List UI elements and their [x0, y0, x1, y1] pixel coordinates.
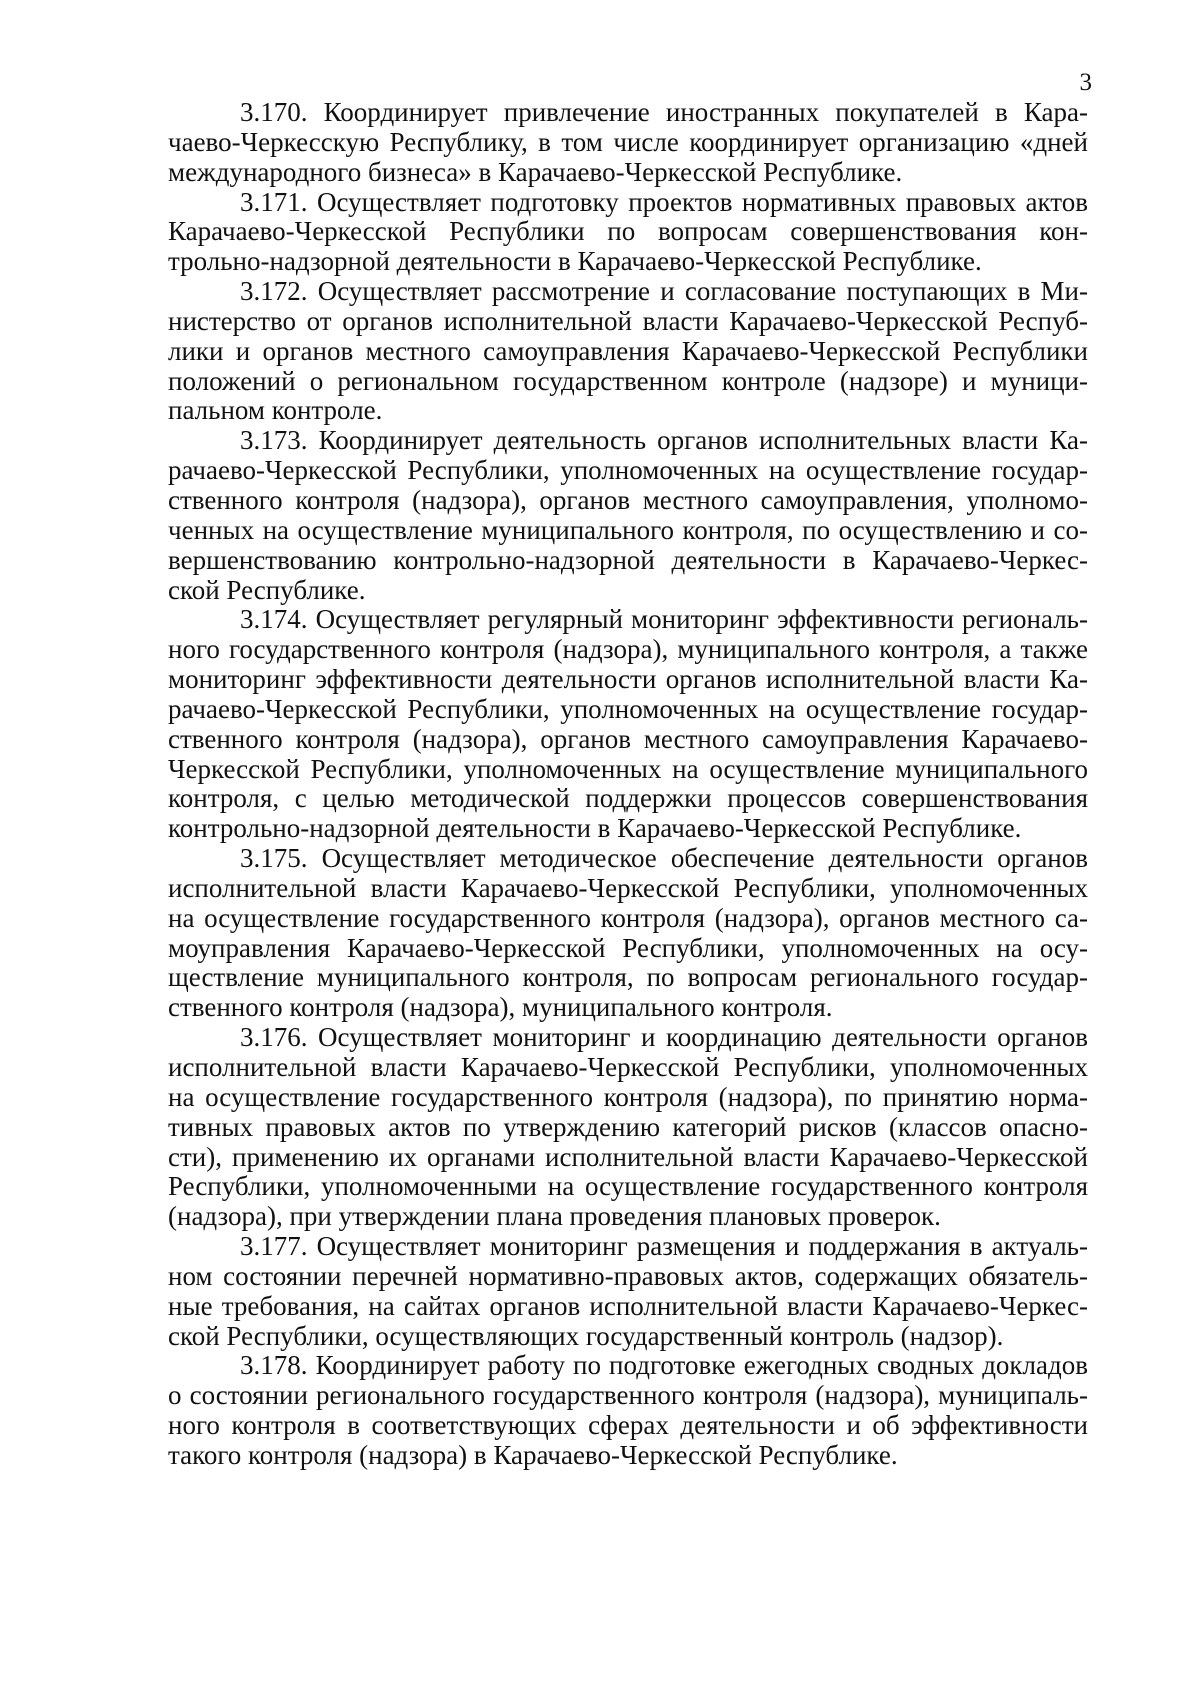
paragraph-3-173: 3.173. Координирует деятельность органов исполнительных власти Карачаево-Черкесской Республики, уполномоченных на осуществление государственного контроля (надзора), органов местного самоуправления, уполномоченных на осуществление муниципального контроля, по осуществлению и совершенствованию контрольно-надзорной деятельности в Карачаево-Черкесской Республике.: [168, 425, 1088, 605]
paragraph-3-175: 3.175. Осуществляет методическое обеспечение деятельности органов исполнительной власти Карачаево-Черкесской Республики, уполномоченных на осуществление государственного контроля (надзора), органов местного самоуправления Карачаево-Черкесской Республики, уполномоченных на осуществление муниципального контроля, по вопросам регионального государственного контроля (надзора), муниципального контроля.: [168, 843, 1088, 1023]
paragraph-3-177: 3.177. Осуществляет мониторинг размещения и поддержания в актуальном состоянии перечней нормативно-правовых актов, содержащих обязательные требования, на сайтах органов исполнительной власти Карачаево-Черкесской Республики, осуществляющих государственный контроль (надзор).: [168, 1231, 1088, 1351]
paragraph-3-178: 3.178. Координирует работу по подготовке ежегодных сводных докладов о состоянии регионального государственного контроля (надзора), муниципального контроля в соответствующих сферах деятельности и об эффективности такого контроля (надзора) в Карачаево-Черкесской Республике.: [168, 1350, 1088, 1470]
document-body: [168, 98, 1088, 1471]
paragraph-3-174: 3.174. Осуществляет регулярный мониторинг эффективности регионального государственного контроля (надзора), муниципального контроля, а также мониторинг эффективности деятельности органов исполнительной власти Карачаево-Черкесской Республики, уполномоченных на осуществление государственного контроля (надзора), органов местного самоуправления Карачаево-Черкесской Республики, уполномоченных на осуществление муниципального контроля, с целью методической поддержки процессов совершенствования контрольно-надзорной деятельности в Карачаево-Черкесской Республике.: [168, 604, 1088, 844]
paragraph-3-176: 3.176. Осуществляет мониторинг и координацию деятельности органов исполнительной власти Карачаево-Черкесской Республики, уполномоченных на осуществление государственного контроля (надзора), по принятию нормативных правовых актов по утверждению категорий рисков (классов опасности), применению их органами исполнительной власти Карачаево-Черкесской Республики, уполномоченными на осуществление государственного контроля (надзора), при утверждении плана проведения плановых проверок.: [168, 1022, 1088, 1232]
paragraph-3-171: 3.171. Осуществляет подготовку проектов нормативных правовых актов Карачаево-Черкесской Республики по вопросам совершенствования контрольно-надзорной деятельности в Карачаево-Черкесской Республике.: [168, 186, 1088, 277]
page-number: 3: [1079, 69, 1092, 96]
paragraph-3-172: 3.172. Осуществляет рассмотрение и согласование поступающих в Министерство от органов исполнительной власти Карачаево-Черкесской Республики и органов местного самоуправления Карачаево-Черкесской Республики положений о региональном государственном контроле (надзоре) и муниципальном контроле.: [168, 276, 1088, 426]
paragraph-3-170: 3.170. Координирует привлечение иностранных покупателей в Карачаево-Черкесскую Республику, в том числе координирует организацию «дней международного бизнеса» в Карачаево-Черкесской Республике.: [168, 97, 1088, 187]
